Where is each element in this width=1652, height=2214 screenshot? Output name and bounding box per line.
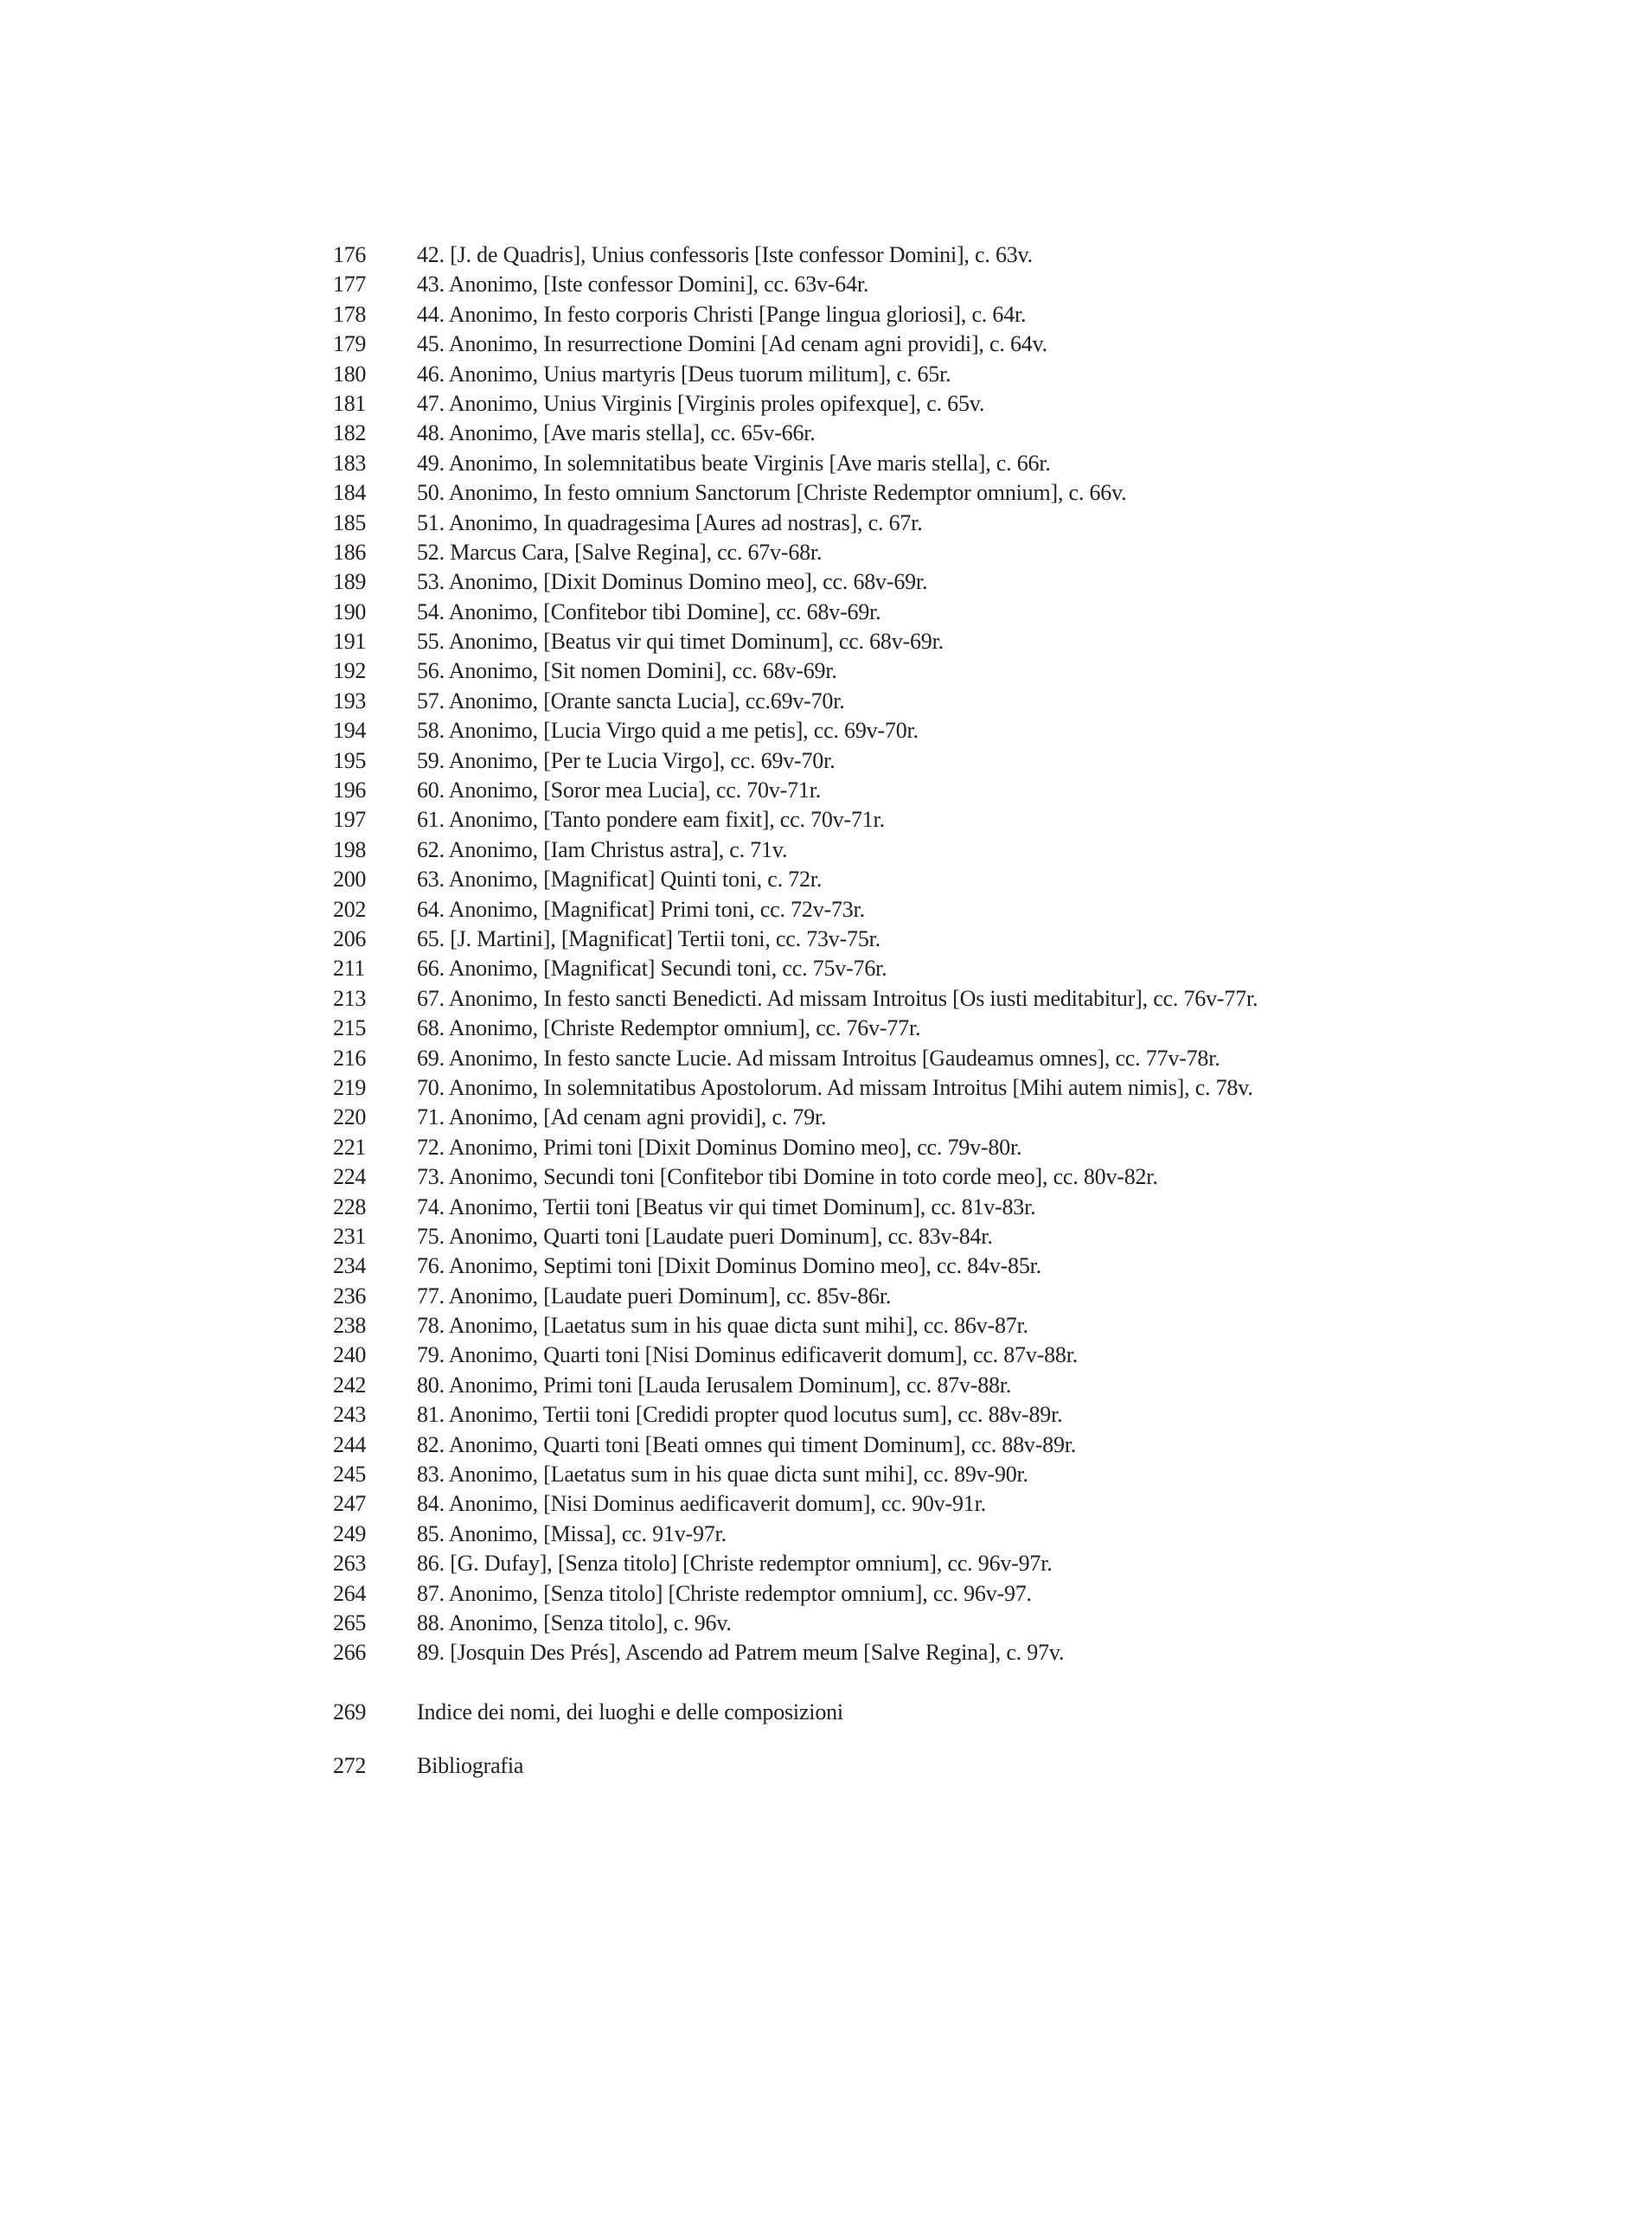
toc-entry	[333, 776, 1544, 805]
toc-entry	[333, 627, 1544, 656]
toc-entry	[333, 1609, 1544, 1638]
toc-page-number: 264	[333, 1580, 367, 1606]
toc-entry	[333, 1430, 1544, 1460]
toc-entry	[333, 716, 1544, 745]
toc-entry-title: 62. Anonimo, [Iam Christus astra], c. 71v.	[417, 836, 788, 862]
toc-entry	[333, 954, 1544, 983]
toc-page-number: 189	[333, 569, 367, 595]
table-of-contents	[333, 240, 1544, 1782]
toc-entry-title: 72. Anonimo, Primi toni [Dixit Dominus Domino meo], cc. 79v-80r.	[417, 1134, 1022, 1160]
section-spacer	[333, 1727, 1544, 1751]
toc-entry	[333, 1073, 1544, 1103]
toc-entry-title: 50. Anonimo, In festo omnium Sanctorum [Christe Redemptor omnium], c. 66v.	[417, 480, 1127, 506]
toc-page-number: 200	[333, 867, 367, 893]
toc-page-number: 176	[333, 242, 367, 267]
toc-page-number: 265	[333, 1609, 367, 1635]
toc-page-number: 266	[333, 1640, 367, 1666]
toc-entry-title: 48. Anonimo, [Ave maris stella], cc. 65v-66r.	[417, 420, 816, 446]
toc-entry-title: 63. Anonimo, [Magnificat] Quinti toni, c. 72r.	[417, 867, 823, 893]
toc-entry-title: 67. Anonimo, In festo sancti Benedicti. Ad missam Introitus [Os iusti meditabitur], cc. 76v-77r.	[417, 985, 1258, 1011]
toc-entry	[333, 449, 1544, 478]
toc-entry	[333, 1549, 1544, 1578]
toc-page-number: 219	[333, 1074, 367, 1100]
toc-page-number: 244	[333, 1431, 367, 1457]
toc-page-number: 238	[333, 1313, 367, 1339]
toc-entry	[333, 1489, 1544, 1519]
toc-entry-title: 88. Anonimo, [Senza titolo], c. 96v.	[417, 1609, 732, 1635]
toc-page-number: 181	[333, 390, 367, 416]
toc-section-bibliography	[333, 1751, 1544, 1781]
toc-page-number: 213	[333, 985, 367, 1011]
toc-entry-title: 59. Anonimo, [Per te Lucia Virgo], cc. 69v-70r.	[417, 747, 836, 773]
toc-page-number: 192	[333, 658, 367, 684]
toc-entry-title: 71. Anonimo, [Ad cenam agni providi], c. 79r.	[417, 1104, 827, 1130]
toc-page-number: 236	[333, 1283, 367, 1309]
toc-entry-title: 84. Anonimo, [Nisi Dominus aedificaverit domum], cc. 90v-91r.	[417, 1491, 986, 1517]
toc-entry	[333, 1460, 1544, 1489]
toc-entry-title: 58. Anonimo, [Lucia Virgo quid a me petis], cc. 69v-70r.	[417, 718, 919, 744]
toc-page-number: 245	[333, 1462, 367, 1488]
toc-page-number: 193	[333, 688, 367, 713]
toc-page-number: 184	[333, 480, 367, 506]
toc-entry	[333, 598, 1544, 627]
toc-entry	[333, 805, 1544, 835]
toc-entry-title: 77. Anonimo, [Laudate pueri Dominum], cc. 85v-86r.	[417, 1283, 892, 1309]
toc-page-number: 206	[333, 925, 367, 951]
toc-entry	[333, 1103, 1544, 1132]
toc-section-title: Indice dei nomi, dei luoghi e delle composizioni	[417, 1699, 843, 1724]
toc-entry	[333, 1133, 1544, 1162]
toc-page-number: 185	[333, 509, 367, 535]
toc-entry	[333, 1638, 1544, 1667]
toc-page-number: 231	[333, 1223, 367, 1249]
toc-page-number: 269	[333, 1699, 367, 1724]
toc-entry-title: 83. Anonimo, [Laetatus sum in his quae dicta sunt mihi], cc. 89v-90r.	[417, 1462, 1028, 1488]
toc-page-number: 221	[333, 1134, 367, 1160]
toc-entry	[333, 1044, 1544, 1073]
toc-entry	[333, 1311, 1544, 1341]
toc-page-number: 211	[333, 956, 366, 982]
toc-entry-title: 66. Anonimo, [Magnificat] Secundi toni, cc. 75v-76r.	[417, 956, 887, 982]
toc-entry	[333, 1162, 1544, 1192]
toc-entry	[333, 419, 1544, 448]
toc-page-number: 183	[333, 450, 367, 476]
toc-entry-title: 49. Anonimo, In solemnitatibus beate Virginis [Ave maris stella], c. 66r.	[417, 450, 1051, 476]
toc-entry	[333, 835, 1544, 865]
toc-page-number: 228	[333, 1193, 367, 1219]
toc-page-number: 182	[333, 420, 367, 446]
toc-page-number: 272	[333, 1753, 367, 1779]
toc-entry-title: 81. Anonimo, Tertii toni [Credidi propter quod locutus sum], cc. 88v-89r.	[417, 1402, 1063, 1428]
toc-entry	[333, 270, 1544, 299]
toc-page-number: 180	[333, 361, 367, 387]
toc-entry-title: 85. Anonimo, [Missa], cc. 91v-97r.	[417, 1520, 727, 1546]
toc-entry-title: 82. Anonimo, Quarti toni [Beati omnes qui timent Dominum], cc. 88v-89r.	[417, 1431, 1077, 1457]
toc-entry	[333, 1251, 1544, 1281]
toc-page-number: 179	[333, 331, 367, 357]
toc-page-number: 234	[333, 1253, 367, 1279]
toc-entry-title: 45. Anonimo, In resurrectione Domini [Ad cenam agni providi], c. 64v.	[417, 331, 1047, 357]
toc-entry-title: 73. Anonimo, Secundi toni [Confitebor tibi Domine in toto corde meo], cc. 80v-82r.	[417, 1164, 1158, 1190]
toc-entry	[333, 300, 1544, 330]
toc-entry	[333, 865, 1544, 894]
toc-entry	[333, 1400, 1544, 1430]
toc-page-number: 202	[333, 896, 367, 922]
toc-entry-title: 76. Anonimo, Septimi toni [Dixit Dominus Domino meo], cc. 84v-85r.	[417, 1253, 1041, 1279]
toc-page-number: 197	[333, 807, 367, 833]
toc-entry-title: 60. Anonimo, [Soror mea Lucia], cc. 70v-71r.	[417, 777, 822, 803]
toc-entry	[333, 687, 1544, 716]
toc-section-title: Bibliografia	[417, 1753, 524, 1779]
toc-entry	[333, 1341, 1544, 1370]
toc-page-number: 190	[333, 598, 367, 624]
toc-entry-title: 68. Anonimo, [Christe Redemptor omnium], cc. 76v-77r.	[417, 1015, 921, 1041]
toc-page-number: 196	[333, 777, 367, 803]
toc-entry	[333, 1520, 1544, 1549]
toc-entry	[333, 567, 1544, 597]
toc-entry-title: 55. Anonimo, [Beatus vir qui timet Dominum], cc. 68v-69r.	[417, 629, 944, 655]
toc-entry-title: 46. Anonimo, Unius martyris [Deus tuorum militum], c. 65r.	[417, 361, 951, 387]
toc-section-index	[333, 1698, 1544, 1727]
toc-entry	[333, 1222, 1544, 1251]
toc-entry-title: 70. Anonimo, In solemnitatibus Apostolorum. Ad missam Introitus [Mihi autem nimis], c. 78v.	[417, 1074, 1253, 1100]
toc-entry-title: 64. Anonimo, [Magnificat] Primi toni, cc. 72v-73r.	[417, 896, 865, 922]
toc-entry-title: 47. Anonimo, Unius Virginis [Virginis proles opifexque], c. 65v.	[417, 390, 985, 416]
toc-entry	[333, 478, 1544, 508]
toc-entry-title: 80. Anonimo, Primi toni [Lauda Ierusalem Dominum], cc. 87v-88r.	[417, 1372, 1012, 1398]
toc-entry-title: 42. [J. de Quadris], Unius confessoris [Iste confessor Domini], c. 63v.	[417, 242, 1033, 267]
toc-page-number: 194	[333, 718, 367, 744]
toc-entry-title: 61. Anonimo, [Tanto pondere eam fixit], cc. 70v-71r.	[417, 807, 885, 833]
toc-entry-title: 43. Anonimo, [Iste confessor Domini], cc. 63v-64r.	[417, 272, 869, 298]
toc-entry-title: 78. Anonimo, [Laetatus sum in his quae dicta sunt mihi], cc. 86v-87r.	[417, 1313, 1028, 1339]
toc-entry-title: 51. Anonimo, In quadragesima [Aures ad nostras], c. 67r.	[417, 509, 923, 535]
toc-entry-title: 54. Anonimo, [Confitebor tibi Domine], cc. 68v-69r.	[417, 598, 881, 624]
toc-page-number: 220	[333, 1104, 367, 1130]
toc-entry-title: 86. [G. Dufay], [Senza titolo] [Christe redemptor omnium], cc. 96v-97r.	[417, 1551, 1053, 1577]
toc-page-number: 191	[333, 629, 367, 655]
toc-page-number: 247	[333, 1491, 367, 1517]
toc-page-number: 224	[333, 1164, 367, 1190]
toc-entry	[333, 330, 1544, 359]
toc-entry-title: 57. Anonimo, [Orante sancta Lucia], cc.69v-70r.	[417, 688, 845, 713]
toc-entry	[333, 240, 1544, 270]
toc-entry	[333, 656, 1544, 686]
toc-entry-title: 69. Anonimo, In festo sancte Lucie. Ad missam Introitus [Gaudeamus omnes], cc. 77v-78r.	[417, 1045, 1220, 1071]
toc-entry	[333, 1193, 1544, 1222]
toc-page-number: 243	[333, 1402, 367, 1428]
toc-entry-title: 87. Anonimo, [Senza titolo] [Christe redemptor omnium], cc. 96v-97.	[417, 1580, 1032, 1606]
toc-entry	[333, 925, 1544, 954]
toc-entry-title: 74. Anonimo, Tertii toni [Beatus vir qui timet Dominum], cc. 81v-83r.	[417, 1193, 1036, 1219]
toc-entry-title: 44. Anonimo, In festo corporis Christi [Pange lingua gloriosi], c. 64r.	[417, 301, 1027, 327]
toc-page-number: 215	[333, 1015, 367, 1041]
toc-entry-title: 53. Anonimo, [Dixit Dominus Domino meo], cc. 68v-69r.	[417, 569, 928, 595]
toc-entry	[333, 389, 1544, 419]
toc-entry	[333, 1579, 1544, 1609]
toc-entries	[333, 240, 1544, 1668]
toc-page-number: 240	[333, 1342, 367, 1368]
toc-page-number: 186	[333, 539, 367, 565]
toc-page-number: 249	[333, 1520, 367, 1546]
toc-entry	[333, 1014, 1544, 1043]
toc-entry	[333, 895, 1544, 925]
toc-entry-title: 52. Marcus Cara, [Salve Regina], cc. 67v-68r.	[417, 539, 823, 565]
toc-entry-title: 79. Anonimo, Quarti toni [Nisi Dominus edificaverit domum], cc. 87v-88r.	[417, 1342, 1079, 1368]
toc-entry-title: 75. Anonimo, Quarti toni [Laudate pueri Dominum], cc. 83v-84r.	[417, 1223, 993, 1249]
section-spacer	[333, 1668, 1544, 1698]
toc-entry-title: 89. [Josquin Des Prés], Ascendo ad Patrem meum [Salve Regina], c. 97v.	[417, 1640, 1065, 1666]
toc-entry	[333, 984, 1544, 1014]
toc-entry	[333, 746, 1544, 776]
toc-page-number: 195	[333, 747, 367, 773]
toc-entry-title: 65. [J. Martini], [Magnificat] Tertii toni, cc. 73v-75r.	[417, 925, 880, 951]
toc-entry	[333, 360, 1544, 389]
toc-page-number: 198	[333, 836, 367, 862]
toc-entry-title: 56. Anonimo, [Sit nomen Domini], cc. 68v-69r.	[417, 658, 837, 684]
toc-page-number: 216	[333, 1045, 367, 1071]
toc-entry	[333, 1282, 1544, 1311]
toc-entry	[333, 1371, 1544, 1400]
toc-page-number: 263	[333, 1551, 367, 1577]
toc-page-number: 178	[333, 301, 367, 327]
toc-entry	[333, 509, 1544, 538]
toc-page-number: 177	[333, 272, 367, 298]
toc-entry	[333, 538, 1544, 567]
toc-page-number: 242	[333, 1372, 367, 1398]
